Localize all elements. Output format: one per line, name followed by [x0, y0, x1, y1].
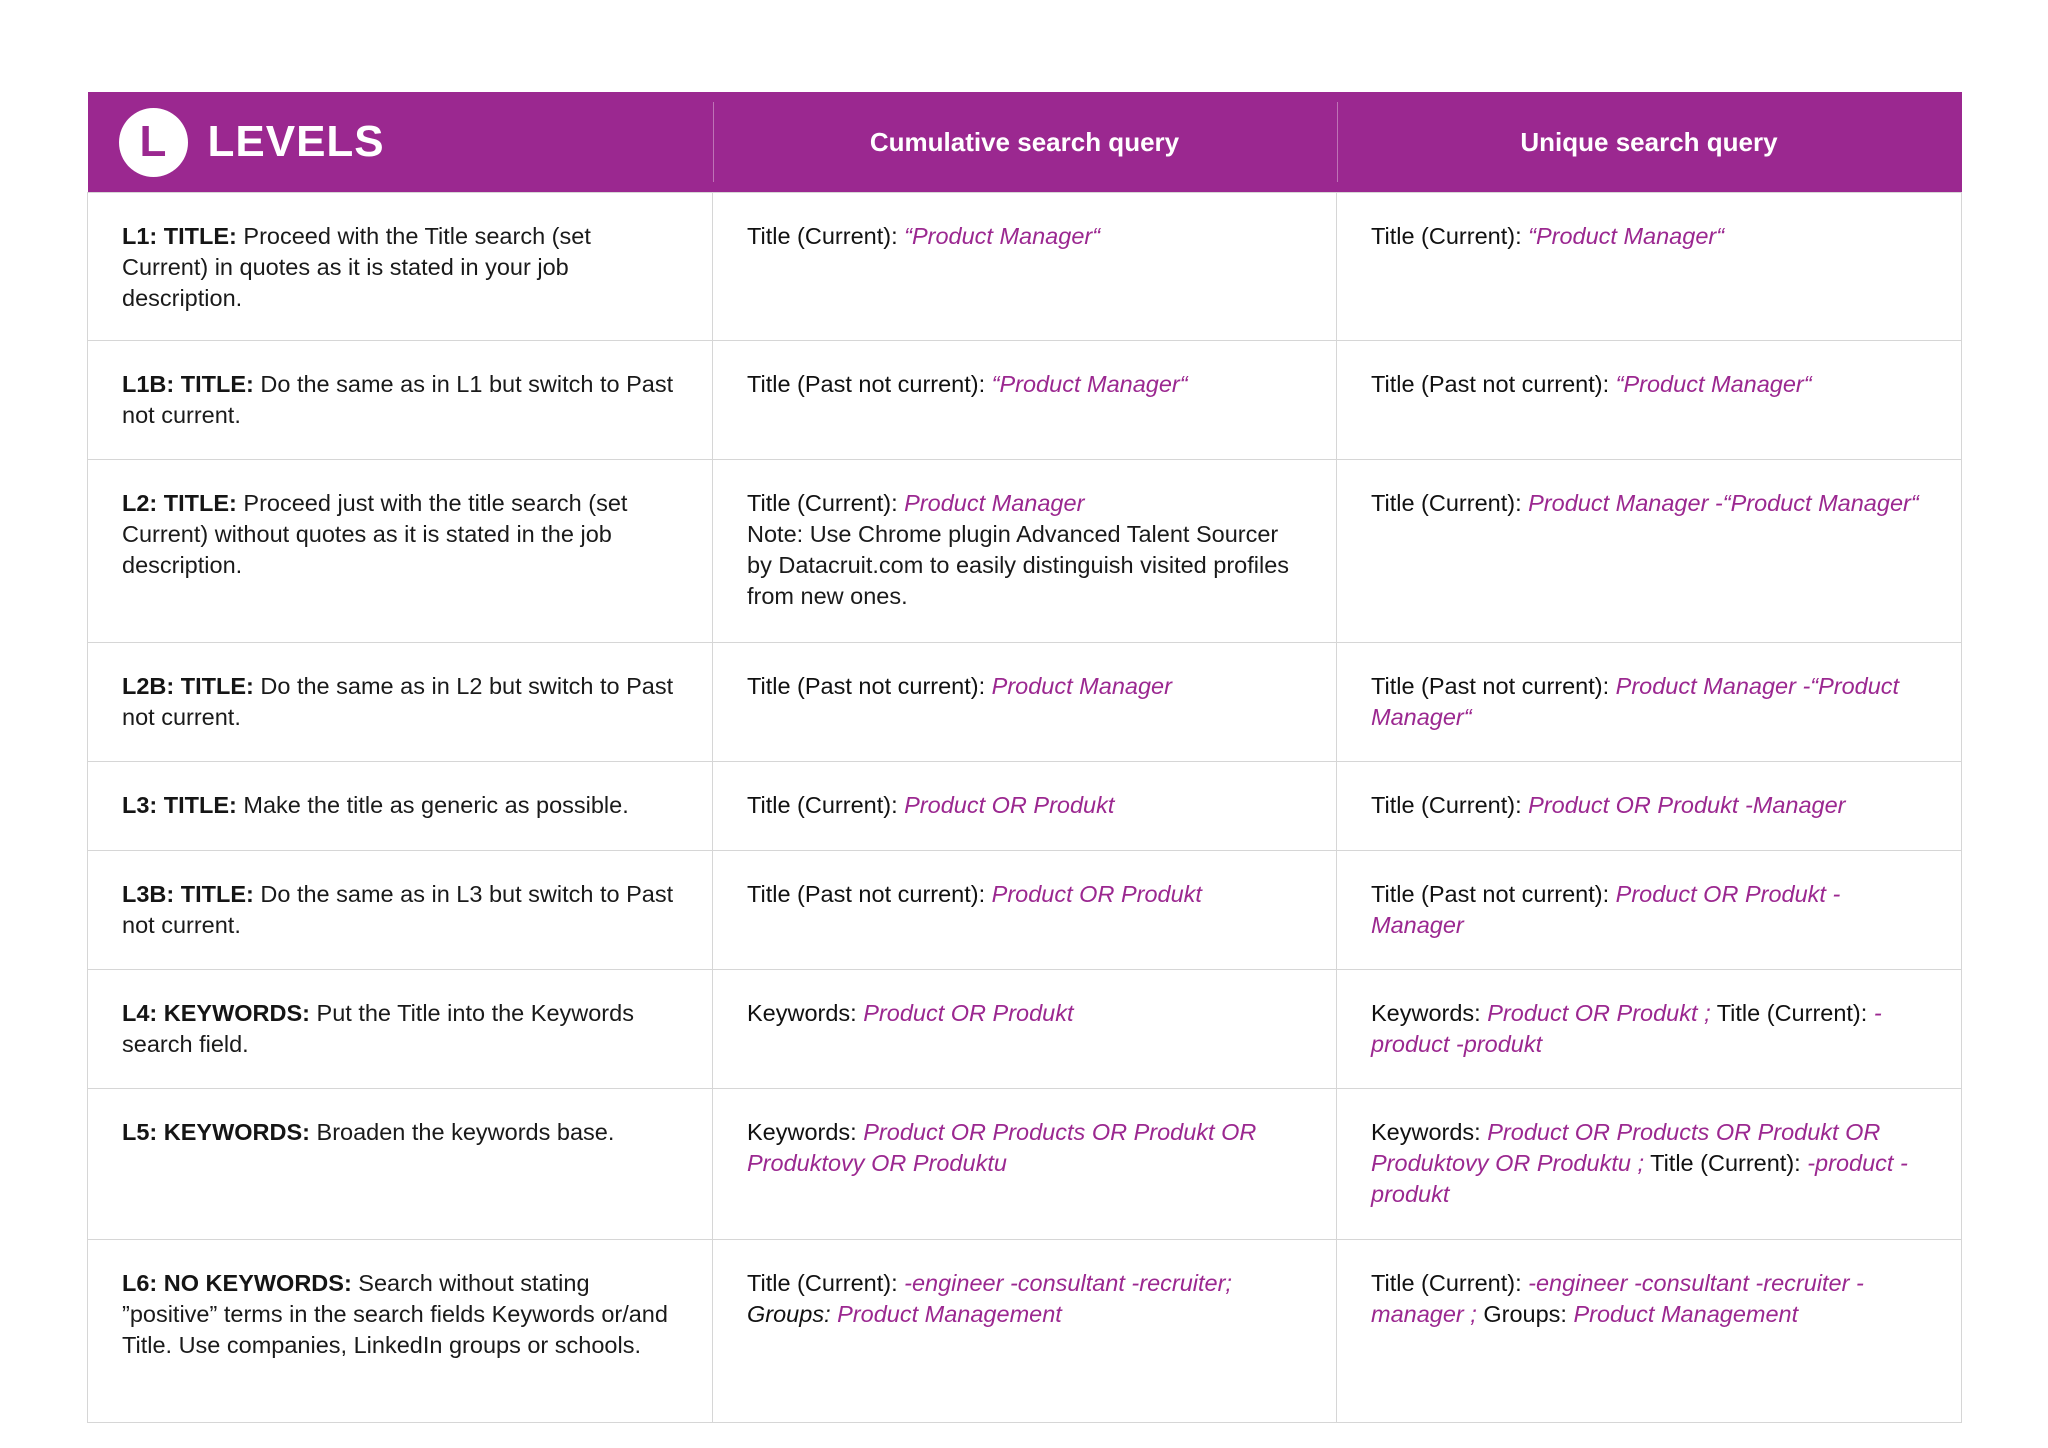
- level-label: L5: KEYWORDS:: [122, 1119, 310, 1145]
- query-value: “Product Manager“: [1615, 371, 1812, 397]
- unique-query-cell: [1337, 1089, 1962, 1240]
- level-cell: [88, 1089, 713, 1240]
- query-value: Product OR Produkt: [863, 1000, 1074, 1026]
- unique-query-cell: [1337, 970, 1962, 1089]
- level-label: L4: KEYWORDS:: [122, 1000, 310, 1026]
- query-field-label: Title (Current):: [1643, 1150, 1808, 1176]
- level-description: Search without stating ”positive” terms in the search fields Keywords or/and Title. Use companies, LinkedIn groups or schools.: [122, 1270, 668, 1358]
- unique-query-cell: [1337, 460, 1962, 643]
- header-cumulative: Cumulative search query: [713, 92, 1337, 193]
- query-value: Product OR Produkt: [991, 881, 1202, 907]
- query-value: Product OR Products OR Produkt OR Produktovy OR Produktu ;: [1371, 1119, 1881, 1176]
- level-cell: [88, 460, 713, 643]
- level-description: Put the Title into the Keywords search field.: [122, 1000, 634, 1057]
- query-field-label: Title (Current):: [1371, 490, 1529, 516]
- table-row: [88, 1240, 1962, 1423]
- query-value: Product Manager: [991, 673, 1172, 699]
- level-cell: [88, 341, 713, 460]
- query-field-label: Groups:: [747, 1301, 838, 1327]
- level-description: Proceed just with the title search (set Current) without quotes as it is stated in the job description.: [122, 490, 628, 578]
- level-cell: [88, 643, 713, 762]
- level-cell: [88, 762, 713, 851]
- query-value: Product OR Products OR Produkt OR Produktovy OR Produktu: [747, 1119, 1257, 1176]
- query-field-label: Title (Past not current):: [1371, 881, 1616, 907]
- query-field-label: Title (Past not current):: [747, 881, 992, 907]
- levels-sheet: [87, 92, 1961, 1423]
- levels-badge-icon: L: [119, 108, 188, 177]
- cumulative-query-cell: [713, 643, 1337, 762]
- cumulative-query-cell: [713, 460, 1337, 643]
- level-label: L2: TITLE:: [122, 490, 237, 516]
- query-value: Product OR Produkt -Manager: [1528, 792, 1846, 818]
- query-value: “Product Manager“: [904, 223, 1101, 249]
- query-field-label: Keywords:: [1371, 1119, 1488, 1145]
- level-label: L2B: TITLE:: [122, 673, 254, 699]
- table-body: [88, 193, 1962, 1423]
- query-field-label: Title (Current):: [1710, 1000, 1874, 1026]
- query-value: -product -produkt: [1371, 1000, 1882, 1057]
- query-field-label: Keywords:: [1371, 1000, 1488, 1026]
- query-value: Product Management: [837, 1301, 1062, 1327]
- cumulative-query-cell: [713, 762, 1337, 851]
- table-header: [88, 92, 1962, 193]
- unique-query-cell: [1337, 193, 1962, 341]
- level-label: L1: TITLE:: [122, 223, 237, 249]
- query-field-label: Title (Past not current):: [747, 371, 992, 397]
- query-value: -engineer -consultant -recruiter;: [904, 1270, 1232, 1296]
- query-value: -product -produkt: [1371, 1150, 1908, 1207]
- unique-query-cell: [1337, 762, 1962, 851]
- table-row: [88, 762, 1962, 851]
- query-field-label: Title (Current):: [747, 223, 905, 249]
- query-value: Product Manager -“Product Manager“: [1528, 490, 1919, 516]
- query-field-label: Keywords:: [747, 1000, 864, 1026]
- level-description: Proceed with the Title search (set Current) in quotes as it is stated in your job description.: [122, 223, 591, 311]
- query-value: Product Manager -“Product Manager“: [1371, 673, 1900, 730]
- unique-query-cell: [1337, 643, 1962, 762]
- table-row: [88, 460, 1962, 643]
- unique-query-cell: [1337, 1240, 1962, 1423]
- level-label: L3B: TITLE:: [122, 881, 254, 907]
- level-description: Do the same as in L3 but switch to Past not current.: [122, 881, 674, 938]
- query-field-label: Title (Current):: [1371, 792, 1529, 818]
- level-description: Broaden the keywords base.: [310, 1119, 615, 1145]
- header-levels: [88, 92, 713, 193]
- query-value: “Product Manager“: [1528, 223, 1725, 249]
- query-value: Product Manager: [904, 490, 1085, 516]
- header-unique: Unique search query: [1337, 92, 1962, 193]
- cumulative-query-cell: [713, 193, 1337, 341]
- query-field-label: Title (Past not current):: [747, 673, 992, 699]
- table-row: [88, 341, 1962, 460]
- query-value: “Product Manager“: [991, 371, 1188, 397]
- level-cell: [88, 970, 713, 1089]
- query-value: Product OR Produkt ;: [1487, 1000, 1711, 1026]
- levels-title: LEVELS: [207, 117, 385, 166]
- table-row: [88, 643, 1962, 762]
- cumulative-query-cell: [713, 1089, 1337, 1240]
- query-field-label: Title (Current):: [1371, 1270, 1529, 1296]
- query-value: Product OR Produkt: [904, 792, 1115, 818]
- level-cell: [88, 851, 713, 970]
- query-field-label: Groups:: [1476, 1301, 1574, 1327]
- level-label: L1B: TITLE:: [122, 371, 254, 397]
- unique-query-cell: [1337, 341, 1962, 460]
- level-description: Do the same as in L2 but switch to Past not current.: [122, 673, 674, 730]
- query-field-label: Title (Current):: [1371, 223, 1529, 249]
- unique-query-cell: [1337, 851, 1962, 970]
- table-row: [88, 1089, 1962, 1240]
- cumulative-query-cell: [713, 851, 1337, 970]
- level-description: Do the same as in L1 but switch to Past not current.: [122, 371, 674, 428]
- query-field-label: Keywords:: [747, 1119, 864, 1145]
- query-field-label: Title (Past not current):: [1371, 371, 1616, 397]
- query-field-label: Title (Past not current):: [1371, 673, 1616, 699]
- query-field-label: Title (Current):: [747, 792, 905, 818]
- query-value: -engineer -consultant -recruiter -manager ;: [1371, 1270, 1864, 1327]
- level-label: L3: TITLE:: [122, 792, 237, 818]
- query-value: Product Management: [1573, 1301, 1799, 1327]
- cumulative-query-cell: [713, 970, 1337, 1089]
- levels-table: [87, 92, 1962, 1423]
- cumulative-query-cell: [713, 341, 1337, 460]
- query-note: Note: Use Chrome plugin Advanced Talent Sourcer by Datacruit.com to easily distinguish visited profiles from new ones.: [747, 521, 1290, 609]
- table-row: [88, 193, 1962, 341]
- table-row: [88, 970, 1962, 1089]
- query-field-label: Title (Current):: [747, 490, 905, 516]
- cumulative-query-cell: [713, 1240, 1337, 1423]
- table-row: [88, 851, 1962, 970]
- query-field-label: Title (Current):: [747, 1270, 905, 1296]
- query-value: Product OR Produkt -Manager: [1371, 881, 1841, 938]
- level-cell: [88, 193, 713, 341]
- level-cell: [88, 1240, 713, 1423]
- level-description: Make the title as generic as possible.: [236, 792, 629, 818]
- level-label: L6: NO KEYWORDS:: [122, 1270, 352, 1296]
